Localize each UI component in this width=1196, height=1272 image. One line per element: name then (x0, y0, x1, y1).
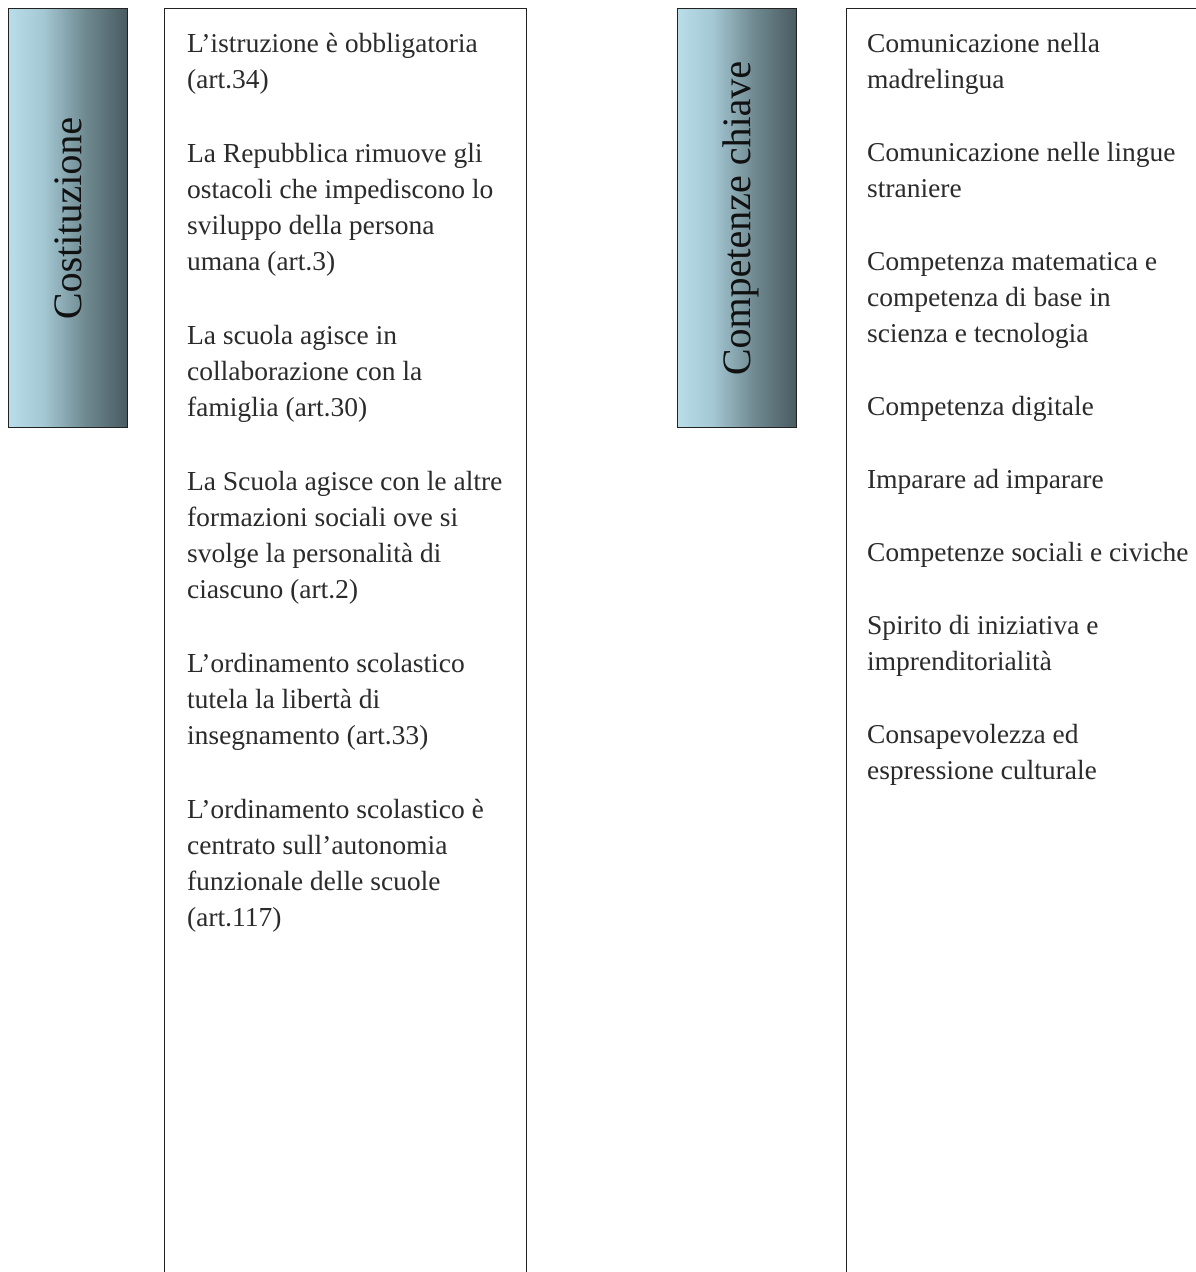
costituzione-list (164, 8, 527, 1272)
costituzione-item-4: La Scuola agisce con le altre formazioni sociali ove si svolge la personalità di ciascuno (art.2) (187, 465, 503, 604)
competenze-item-2: Comunicazione nelle lingue straniere (867, 136, 1176, 203)
costituzione-item-1: L’istruzione è obbligatoria (art.34) (187, 27, 478, 94)
competenze-item-8: Consapevolezza ed espressione culturale (867, 718, 1097, 785)
costituzione-label: Costituzione (45, 116, 90, 320)
costituzione-item-2: La Repubblica rimuove gli ostacoli che impediscono lo sviluppo della persona umana (art.3) (187, 137, 494, 276)
competenze-item-7: Spirito di iniziativa e imprenditorialità (867, 609, 1099, 676)
costituzione-label-box (8, 8, 128, 428)
competenze-label: Competenze chiave (714, 60, 759, 376)
costituzione-item-5: L’ordinamento scolastico tutela la libertà di insegnamento (art.33) (187, 647, 465, 750)
competenze-list (846, 8, 1196, 1272)
competenze-label-box (677, 8, 797, 428)
costituzione-item-6: L’ordinamento scolastico è centrato sull’autonomia funzionale delle scuole (art.117) (187, 793, 484, 932)
competenze-item-6: Competenze sociali e civiche (867, 536, 1189, 567)
competenze-item-3: Competenza matematica e competenza di base in scienza e tecnologia (867, 245, 1158, 348)
competenze-item-5: Imparare ad imparare (867, 463, 1104, 494)
costituzione-item-3: La scuola agisce in collaborazione con la famiglia (art.30) (187, 319, 423, 422)
competenze-item-1: Comunicazione nella madrelingua (867, 27, 1100, 94)
competenze-item-4: Competenza digitale (867, 390, 1094, 421)
